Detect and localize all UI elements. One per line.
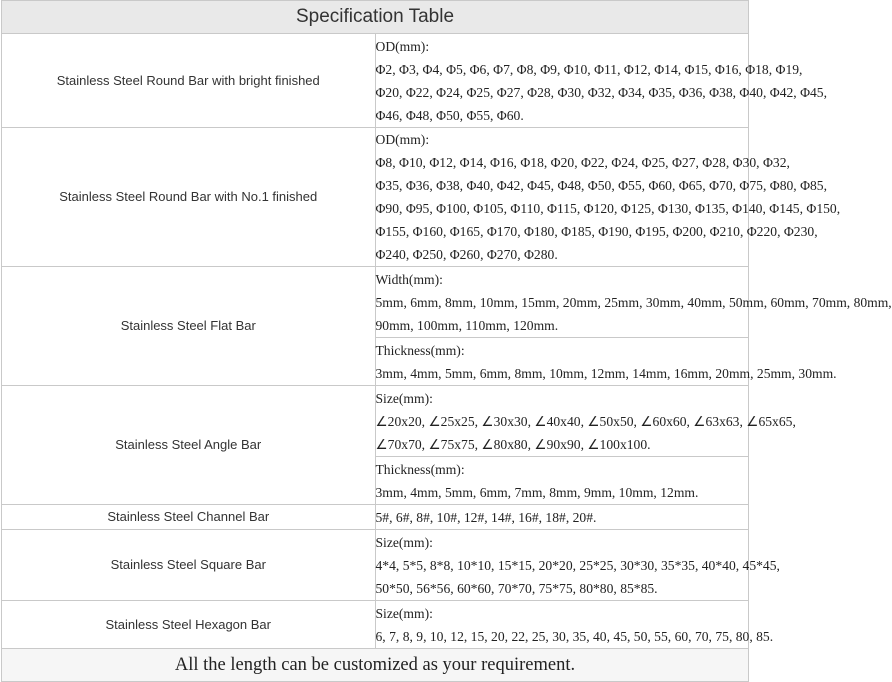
value-line: 5mm, 6mm, 8mm, 10mm, 15mm, 20mm, 25mm, 30mm, 40mm, 50mm, 60mm, 70mm, 80mm, <box>375 294 892 310</box>
value-label: Thickness(mm): <box>375 461 465 477</box>
row-value-flat-thickness <box>375 338 837 386</box>
value-label: Width(mm): <box>375 271 443 287</box>
value-line: 3mm, 4mm, 5mm, 6mm, 8mm, 10mm, 12mm, 14mm, 16mm, 20mm, 25mm, 30mm. <box>375 365 837 381</box>
value-line: Φ46, Φ48, Φ50, Φ55, Φ60. <box>375 107 524 123</box>
value-line: ∠20x20, ∠25x25, ∠30x30, ∠40x40, ∠50x50, ∠60x60, ∠63x63, ∠65x65, <box>375 413 796 429</box>
table-row <box>2 267 749 338</box>
value-line: 4*4, 5*5, 8*8, 10*10, 15*15, 20*20, 25*25, 30*30, 35*35, 40*40, 45*45, <box>375 557 780 573</box>
value-line: Φ2, Φ3, Φ4, Φ5, Φ6, Φ7, Φ8, Φ9, Φ10, Φ11, Φ12, Φ14, Φ15, Φ16, Φ18, Φ19, <box>375 61 803 77</box>
specification-table <box>1 0 892 682</box>
table-row <box>2 505 749 530</box>
row-name-flat: Stainless Steel Flat Bar <box>2 267 376 386</box>
row-value-channel <box>375 505 749 530</box>
value-label: OD(mm): <box>375 38 430 54</box>
value-label: OD(mm): <box>375 132 430 147</box>
table-row <box>2 530 749 601</box>
value-label: Size(mm): <box>375 534 433 550</box>
value-line: ∠70x70, ∠75x75, ∠80x80, ∠90x90, ∠100x100. <box>375 436 651 452</box>
value-label: Size(mm): <box>375 390 433 406</box>
value-line: Φ8, Φ10, Φ12, Φ14, Φ16, Φ18, Φ20, Φ22, Φ24, Φ25, Φ27, Φ28, Φ30, Φ32, <box>375 155 790 170</box>
row-value-square <box>375 530 780 601</box>
value-line: Φ90, Φ95, Φ100, Φ105, Φ110, Φ115, Φ120, Φ125, Φ130, Φ135, Φ140, Φ145, Φ150, <box>375 201 841 216</box>
row-name-round-no1: Stainless Steel Round Bar with No.1 finished <box>2 128 376 267</box>
value-label: Thickness(mm): <box>375 342 465 358</box>
value-line: Φ20, Φ22, Φ24, Φ25, Φ27, Φ28, Φ30, Φ32, Φ34, Φ35, Φ36, Φ38, Φ40, Φ42, Φ45, <box>375 84 828 100</box>
table-row <box>2 601 749 649</box>
value-label: Size(mm): <box>375 605 433 621</box>
row-value-hexagon <box>375 601 774 649</box>
row-name-channel: Stainless Steel Channel Bar <box>2 505 376 530</box>
table-row <box>2 386 749 457</box>
value-line: Φ35, Φ36, Φ38, Φ40, Φ42, Φ45, Φ48, Φ50, Φ55, Φ60, Φ65, Φ70, Φ75, Φ80, Φ85, <box>375 178 828 193</box>
row-value-angle-size <box>375 386 796 457</box>
value-line: Φ240, Φ250, Φ260, Φ270, Φ280. <box>375 247 558 262</box>
row-value-flat-width <box>375 267 892 338</box>
value-line: Φ155, Φ160, Φ165, Φ170, Φ180, Φ185, Φ190, Φ195, Φ200, Φ210, Φ220, Φ230, <box>375 224 818 239</box>
row-name-hexagon: Stainless Steel Hexagon Bar <box>2 601 376 649</box>
row-value-round-bright <box>375 34 828 128</box>
value-line: 5#, 6#, 8#, 10#, 12#, 14#, 16#, 18#, 20#. <box>375 509 597 525</box>
table-row <box>2 34 749 128</box>
table-footer-note: All the length can be customized as your requirement. <box>2 649 749 682</box>
row-value-angle-thickness <box>375 457 749 505</box>
row-name-angle: Stainless Steel Angle Bar <box>2 386 376 505</box>
table-title: Specification Table <box>2 1 749 34</box>
table-row <box>2 128 749 267</box>
row-name-square: Stainless Steel Square Bar <box>2 530 376 601</box>
value-line: 90mm, 100mm, 110mm, 120mm. <box>375 317 559 333</box>
value-line: 3mm, 4mm, 5mm, 6mm, 7mm, 8mm, 9mm, 10mm, 12mm. <box>375 484 699 500</box>
value-line: 50*50, 56*56, 60*60, 70*70, 75*75, 80*80, 85*85. <box>375 580 658 596</box>
row-name-round-bright: Stainless Steel Round Bar with bright finished <box>2 34 376 128</box>
row-value-round-no1 <box>375 128 841 267</box>
value-line: 6, 7, 8, 9, 10, 12, 15, 20, 22, 25, 30, 35, 40, 45, 50, 55, 60, 70, 75, 80, 85. <box>375 628 774 644</box>
